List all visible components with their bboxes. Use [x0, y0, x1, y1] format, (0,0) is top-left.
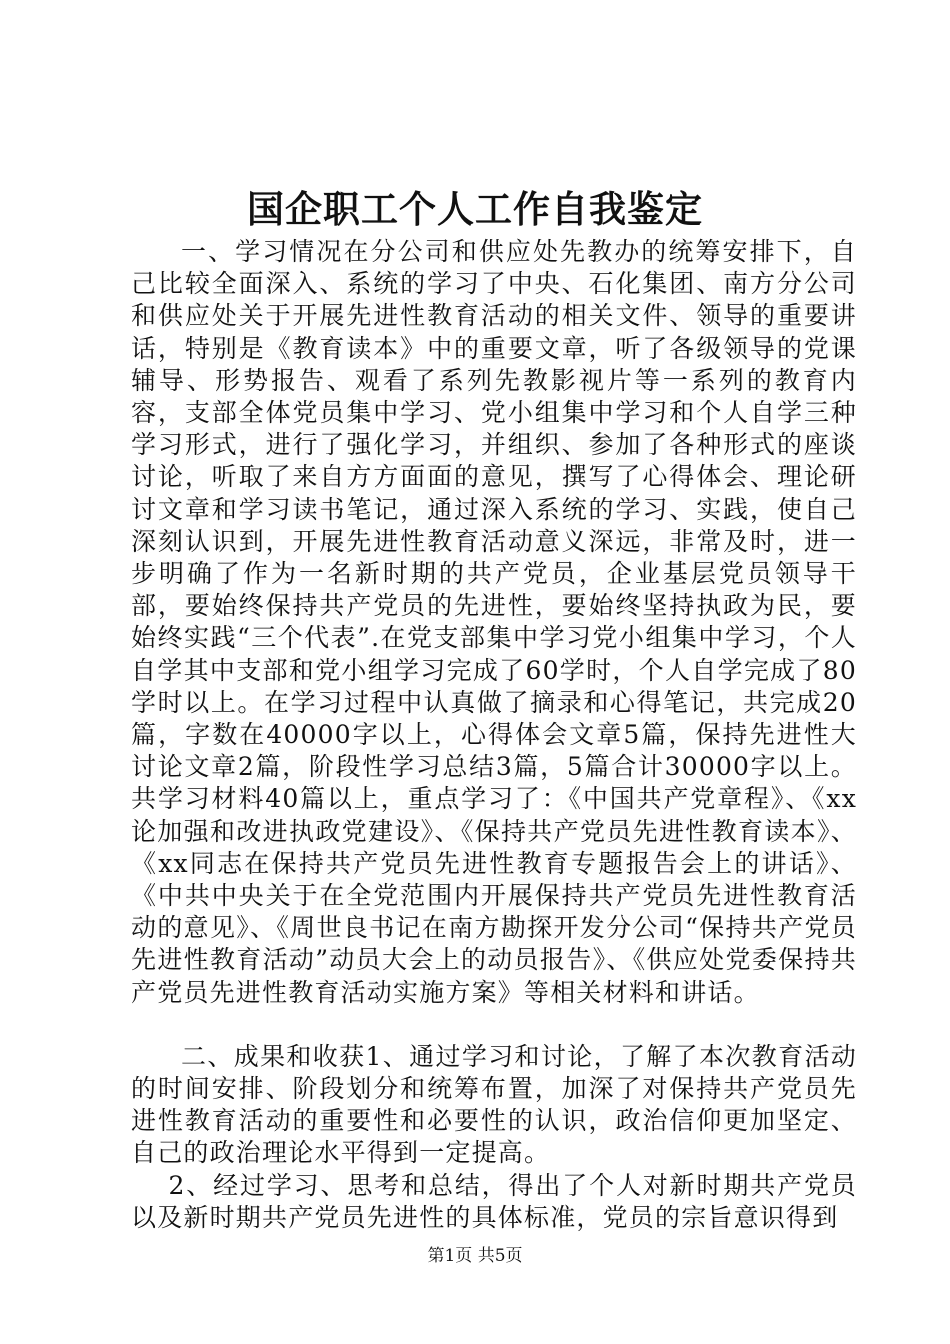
paragraph-results-and-gains: 二、成果和收获1、通过学习和讨论，了解了本次教育活动的时间安排、阶段划分和统筹布置，加深了对保持共产党员先进性教育活动的重要性和必要性的认识，政治信仰更加坚定、自己的政治理论水平得到一定提高。	[131, 1041, 857, 1168]
paragraph-study-situation: 一、学习情况在分公司和供应处先教办的统筹安排下，自己比较全面深入、系统的学习了中央、石化集团、南方分公司和供应处关于开展先进性教育活动的相关文件、领导的重要讲话，特别是《教育读本》中的重要文章，听了各级领导的党课辅导、形势报告、观看了系列先教影视片等一系列的教育内容，支部全体党员集中学习、党小组集中学习和个人自学三种学习形式，进行了强化学习，并组织、参加了各种形式的座谈讨论，听取了来自方方面面的意见，撰写了心得体会、理论研讨文章和学习读书笔记，通过深入系统的学习、实践，使自己深刻认识到，开展先进性教育活动意义深远，非常及时，进一步明确了作为一名新时期的共产党员，企业基层党员领导干部，要始终保持共产党员的先进性，要始终坚持执政为民，要始终实践“三个代表”.在党支部集中学习党小组集中学习，个人自学其中支部和党小组学习完成了60学时，个人自学完成了80学时以上。在学习过程中认真做了摘录和心得笔记，共完成20篇，字数在40000字以上，心得体会文章5篇，保持先进性大讨论文章2篇，阶段性学习总结3篇，5篇合计30000字以上。共学习材料40篇以上，重点学习了：《中国共产党章程》、《xx论加强和改进执政党建设》、《保持共产党员先进性教育读本》、《xx同志在保持共产党员先进性教育专题报告会上的讲话》、《中共中央关于在全党范围内开展保持共产党员先进性教育活动的意见》、《周世良书记在南方勘探开发分公司“保持共产党员先进性教育活动”动员大会上的动员报告》、《供应处党委保持共产党员先进性教育活动实施方案》等相关材料和讲话。	[131, 237, 857, 1007]
document-title: 国企职工个人工作自我鉴定	[247, 187, 703, 231]
document-body	[131, 236, 857, 1234]
page-number-footer: 第1页 共5页	[427, 1246, 523, 1266]
paragraph-point-two: 2、经过学习、思考和总结，得出了个人对新时期共产党员以及新时期共产党员先进性的具体标准，党员的宗旨意识得到	[131, 1170, 857, 1232]
